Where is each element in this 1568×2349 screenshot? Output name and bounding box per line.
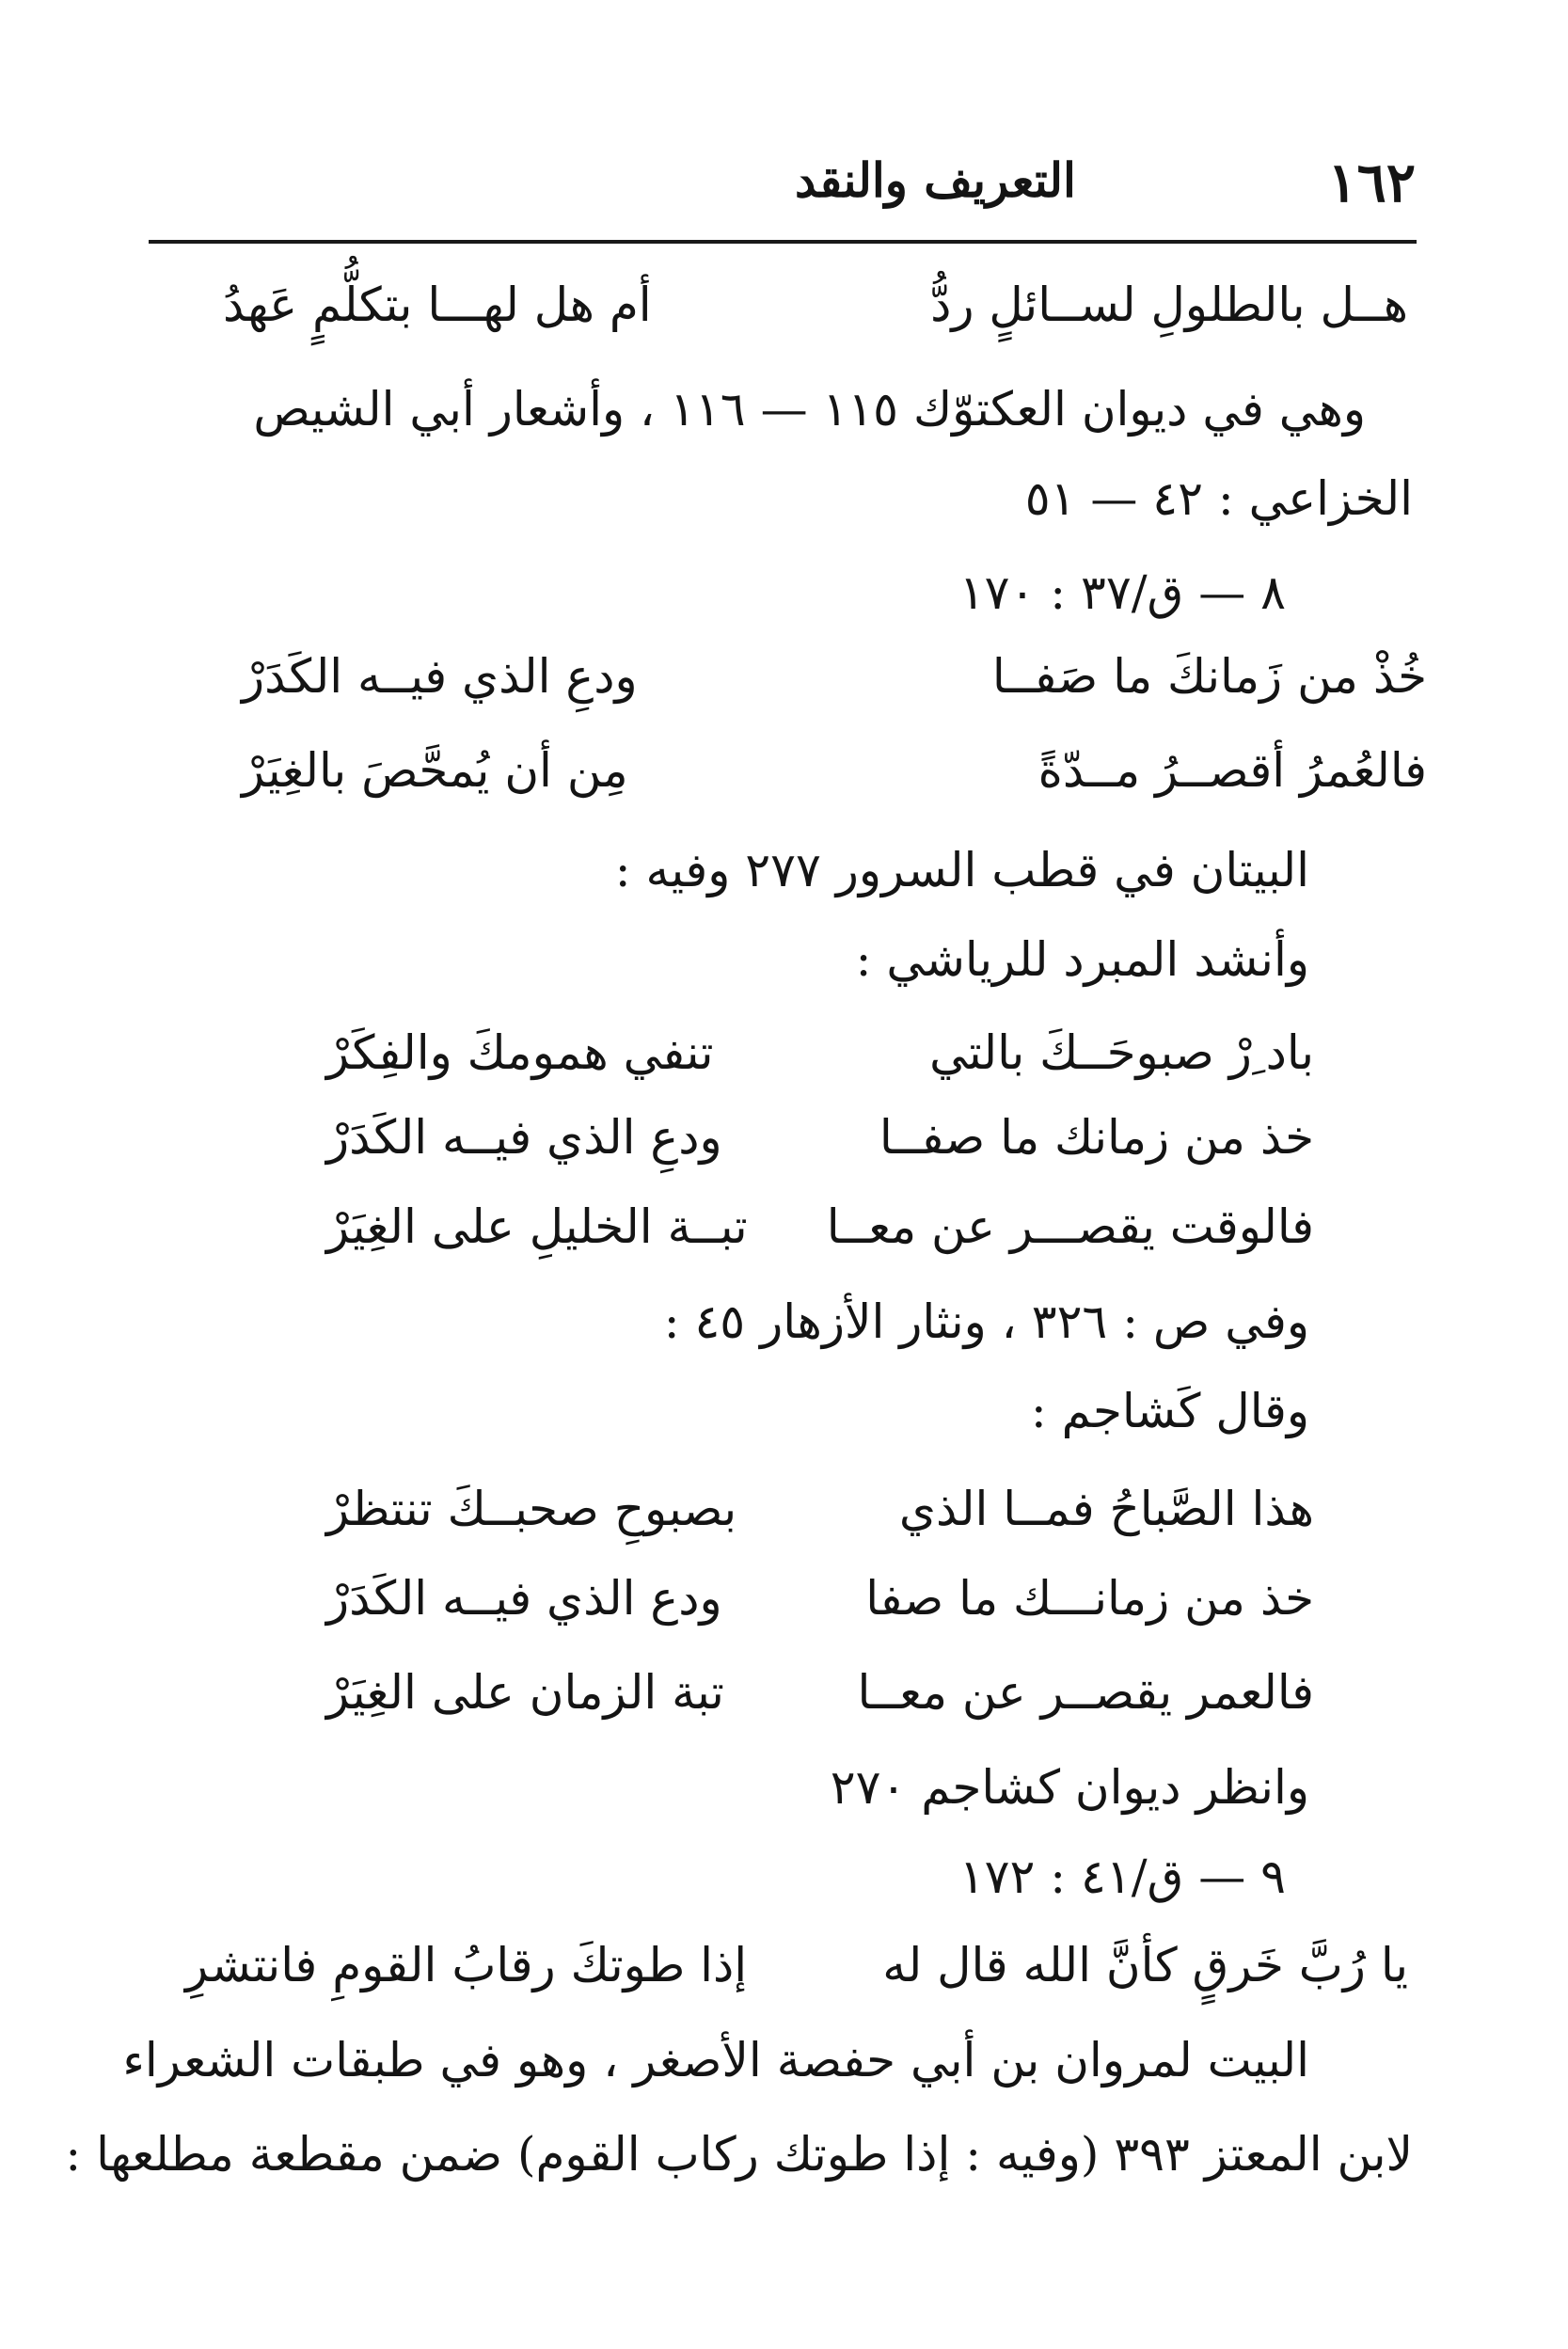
verse-line xyxy=(242,649,1427,715)
verse-line xyxy=(326,1025,1314,1091)
page-header xyxy=(146,141,1416,226)
paragraph-line: وفي ص : ٣٢٦ ، ونثار الأزهار ٤٥ : xyxy=(663,1294,1309,1349)
verse-hemistich-second: تنفي همومكَ والفِكَرْ xyxy=(326,1025,714,1080)
verse-line xyxy=(326,1665,1314,1731)
verse-hemistich-first: خذ من زمانـــك ما صفا xyxy=(865,1571,1314,1626)
paragraph-line: لابن المعتز ٣٩٣ (وفيه : إذا طوتك ركاب القوم) ضمن مقطعة مطلعها : xyxy=(65,2127,1413,2182)
paragraph-line: وهي في ديوان العكتوّك ١١٥ — ١١٦ ، وأشعار أبي الشيص xyxy=(253,382,1366,436)
verse-hemistich-second: أم هل لهـــا بتكلُّمٍ عَهدُ xyxy=(223,278,652,332)
running-title: التعريف والنقد xyxy=(795,152,1076,208)
paragraph-line: البيتان في قطب السرور ٢٧٧ وفيه : xyxy=(614,843,1309,897)
paragraph-line: وأنشد المبرد للرياشي : xyxy=(855,932,1309,987)
verse-hemistich-second: تبة الزمان على الغِيَرْ xyxy=(326,1665,724,1720)
verse-hemistich-first: فالعُمرُ أقصــرُ مــدّةً xyxy=(1037,743,1427,798)
verse-hemistich-second: بصبوحِ صحبــكَ تنتظرْ xyxy=(326,1482,737,1536)
verse-hemistich-second: ودعِ الذي فيــه الكَدَرْ xyxy=(326,1110,722,1165)
verse-line xyxy=(326,1199,1314,1265)
paragraph-line: وقال كَشاجم : xyxy=(1030,1384,1309,1438)
paragraph-line: وانظر ديوان كشاجم ٢٧٠ xyxy=(830,1760,1309,1815)
verse-hemistich-first: خُذْ من زَمانكَ ما صَفــا xyxy=(991,649,1427,704)
verse-hemistich-first: فالعمر يقصــر عن معــا xyxy=(857,1665,1314,1720)
verse-hemistich-first: خذ من زمانك ما صفــا xyxy=(879,1110,1314,1165)
verse-line xyxy=(326,1571,1314,1637)
section-heading: ٨ — ق/٣٧ : ١٧٠ xyxy=(958,565,1286,620)
verse-hemistich-first: فالوقت يقصـــر عن معــا xyxy=(826,1199,1314,1254)
verse-hemistich-second: إذا طوتكَ رقابُ القومِ فانتشرِ xyxy=(185,1938,748,1992)
verse-hemistich-second: مِن أن يُمحَّصَ بالغِيَرْ xyxy=(242,743,628,798)
verse-hemistich-second: ودعِ الذي فيــه الكَدَرْ xyxy=(242,649,638,704)
verse-line xyxy=(185,1938,1408,2004)
verse-line xyxy=(326,1482,1314,1547)
page-number: ١٦٢ xyxy=(1327,151,1416,214)
paragraph-line: البيت لمروان بن أبي حفصة الأصغر ، وهو في طبقات الشعراء xyxy=(122,2033,1309,2087)
verse-hemistich-first: هذا الصَّباحُ فمــا الذي xyxy=(898,1482,1314,1536)
verse-line xyxy=(223,278,1408,343)
section-heading: ٩ — ق/٤١ : ١٧٢ xyxy=(958,1849,1286,1904)
verse-hemistich-first: يا رُبَّ خَرقٍ كأنَّ الله قال له xyxy=(882,1938,1408,1992)
paragraph-line: الخزاعي : ٤٢ — ٥١ xyxy=(1024,471,1413,526)
header-rule xyxy=(149,240,1417,244)
verse-hemistich-first: باد ِرْ صبوحَــكَ بالتي xyxy=(929,1025,1314,1080)
verse-hemistich-second: تبــة الخليلِ على الغِيَرْ xyxy=(326,1199,748,1254)
verse-line xyxy=(326,1110,1314,1176)
verse-hemistich-first: هــل بالطلولِ لســائلٍ ردُّ xyxy=(930,278,1408,332)
verse-hemistich-second: ودع الذي فيــه الكَدَرْ xyxy=(326,1571,722,1626)
verse-line xyxy=(242,743,1427,809)
